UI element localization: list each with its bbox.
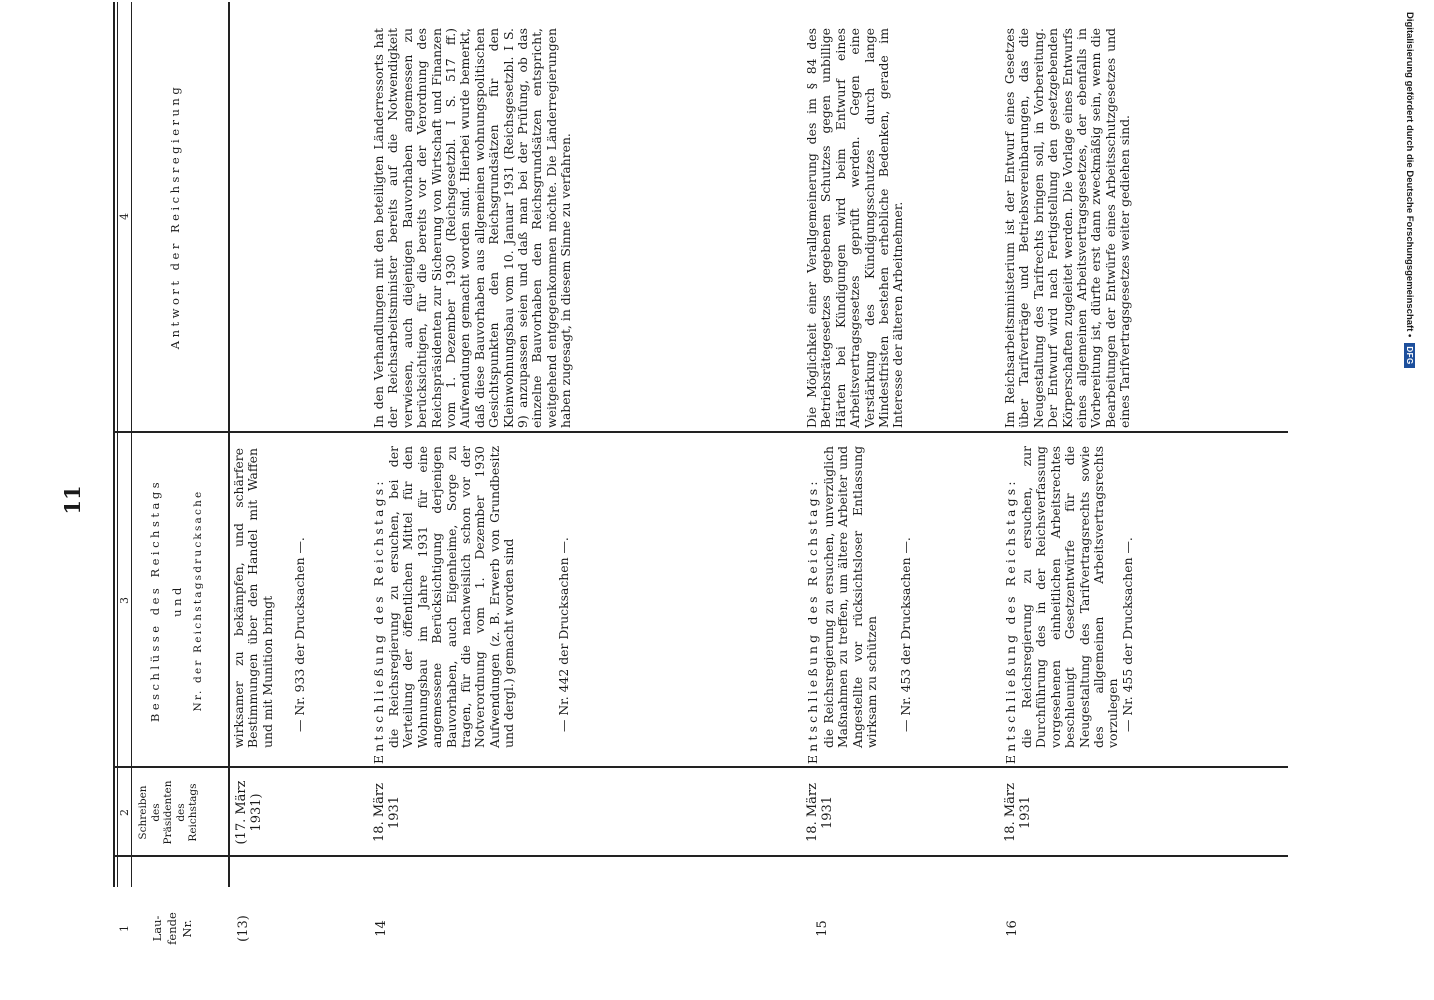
row-15-answer: Die Möglichkeit einer Verallgemeinerung des im § 84 des Betriebsrätegesetzes gegebenen Schutzes gegen unbillige Härten bei Kündigungen wird beim Entwurf eines Arbeitsvertragsgesetzes geprüft werden. Gegen eine Verstärkung des Kündigungsschutzes durch lange Mindestfristen bestehen erhebliche Bedenken, gerade im Interesse der älteren Arbeitnehmer.	[804, 28, 906, 428]
digitization-note	[1395, 12, 1425, 987]
column-number-3: 3	[118, 597, 131, 604]
row-16-date: 18. März 1931	[1003, 783, 1033, 842]
header-printed-matter-number: Nr. der Reichstagsdrucksache	[192, 489, 204, 712]
row-15-text: die Reichsregierung zu ersuchen, unverzüglich Maßnahmen zu treffen, um ältere Arbeiter und Angestellte vor rücksichtsloser Entlassung wirksam zu schützen	[821, 446, 880, 748]
row-16-text: die Reichsregierung zu ersuchen, zur Durchführung des in der Reichsverfassung vorgesehenen einheitlichen Arbeitsrechtes beschleunigt Gesetzentwürfe für die Neugestaltung des Tarifvertragsrechts sowie des allgemeinen Arbeitsvertragsrechts vorzulegen	[1019, 446, 1121, 748]
dfg-logo: DFG	[1405, 343, 1416, 367]
row-16-number: 16	[1005, 920, 1020, 937]
digitization-note-text: Digitalisierung gefördert durch die Deutsche Forschungsgemeinschaft •	[1404, 12, 1416, 338]
col-divider-2	[113, 767, 1288, 769]
column-number-rule	[131, 2, 132, 887]
table-top-rule	[113, 2, 115, 887]
row-15-number: 15	[815, 920, 830, 937]
header-and: und	[170, 584, 184, 617]
row-16-intro: Entschließung des Reichstags:	[1003, 478, 1018, 764]
column-number-4: 4	[118, 213, 131, 220]
row-14-text: die Reichsregierung zu ersuchen, bei der Verteilung der öffentlichen Mittel für den Wohnungsbau im Jahre 1931 für eine angemessene Berücksichtigung derjenigen Bauvorhaben, auch Eigenheime, Sorge zu tragen, für die nachweislich schon vor der Notverordnung vom 1. Dezember 1930 Aufwendungen (z. B. Erwerb von Grundbesitz und dergl.) gemacht worden sind	[386, 446, 517, 748]
header-letter-president: Schreiben des Präsidenten des Reichstags	[137, 780, 200, 845]
row-14-intro: Entschließung des Reichstags:	[371, 478, 386, 764]
header-rule	[228, 2, 230, 887]
column-number-2: 2	[118, 809, 131, 816]
header-resolutions: Beschlüsse des Reichstags	[148, 478, 162, 723]
row-13-text: wirksamer zu bekämpfen, und schärfere Bestimmungen über den Handel mit Waffen und mit Munition bringt	[231, 448, 275, 748]
row-13-number: (13)	[236, 915, 251, 942]
page-number: 11	[60, 485, 85, 515]
row-15-intro: Entschließung des Reichstags:	[805, 478, 820, 764]
row-16-reference: — Nr. 455 der Drucksachen —.	[1120, 537, 1135, 732]
col-divider-1	[113, 856, 1288, 858]
col-divider-3	[113, 432, 1288, 434]
row-15-date: 18. März 1931	[805, 783, 835, 842]
row-13-reference: — Nr. 933 der Drucksachen —.	[292, 537, 307, 732]
row-14-reference: — Nr. 442 der Drucksachen —.	[556, 537, 571, 732]
row-15-reference: — Nr. 453 der Drucksachen —.	[898, 537, 913, 732]
header-government-answer: Antwort der Reichsregierung	[168, 83, 182, 350]
row-16-answer: Im Reichsarbeitsministerium ist der Entwurf eines Gesetzes über Tarifverträge und Betriebsvereinbarungen, das die Neugestaltung des Tarifrechts bringen soll, in Vorbereitung. Der Entwurf wird nach Fertigstellung den gesetzgebenden Körperschaften zugeleitet werden. Die Vorlage eines Entwurfs eines allgemeinen Arbeitsvertragsgesetzes, der ebenfalls in Vorbereitung ist, dürfte erst dann zweckmäßig sein, wenn die Bearbeitungen der Entwürfe eines Arbeitsschutzgesetzes und eines Tarifvertragsgesetzes weiter gediehen sind.	[1002, 28, 1133, 428]
header-running-number: Lau- fende Nr.	[150, 912, 194, 945]
row-13-date: (17. März 1931)	[234, 780, 264, 845]
column-number-1: 1	[118, 925, 131, 932]
row-14-answer: In den Verhandlungen mit den beteiligten Länderressorts hat der Reichsarbeitsminister bereits auf die Notwendigkeit verwiesen, auch diejenigen Bauvorhaben angemessen zu berücksichtigen, für die bereits vor der Verordnung des Reichspräsidenten zur Sicherung von Wirtschaft und Finanzen vom 1. Dezember 1930 (Reichsgesetzbl. I S. 517 ff.) Aufwendungen gemacht worden sind. Hierbei wurde bemerkt, daß diese Bauvorhaben aus allgemeinen wohnungspolitischen Gesichtspunkten den Reichsgrundsätzen für den Kleinwohnungsbau vom 10. Januar 1931 (Reichsgesetzbl. I S. 9) anzupassen seien und daß man bei der Prüfung, ob das einzelne Bauvorhaben den Reichsgrundsätzen entspricht, weitgehend entgegenkommen möchte. Die Länderregierungen haben zugesagt, in diesem Sinne zu verfahren.	[371, 28, 574, 428]
row-14-number: 14	[374, 920, 389, 937]
row-14-date: 18. März 1931	[372, 783, 402, 842]
